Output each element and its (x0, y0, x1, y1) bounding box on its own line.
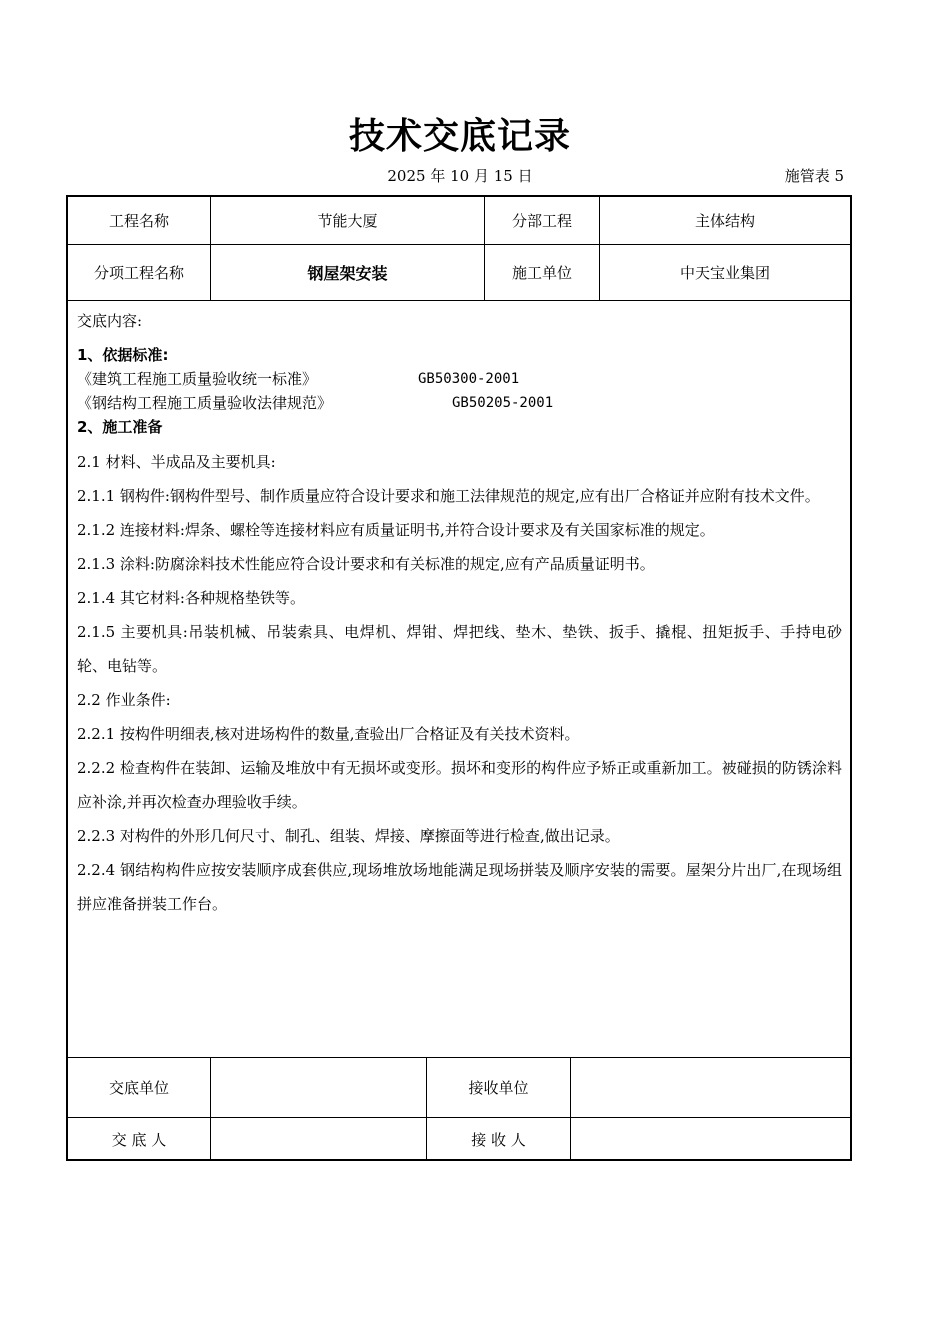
subitem-value: 钢屋架安装 (211, 245, 485, 300)
content-heading: 交底内容: (77, 312, 143, 330)
paragraph: 2.1 材料、半成品及主要机具: (77, 453, 276, 471)
standard-1-code: GB50300-2001 (418, 371, 520, 387)
issuer-unit-field[interactable] (211, 1058, 427, 1117)
issuer-label: 交 底 人 (68, 1118, 211, 1161)
paragraph: 2.1.5 主要机具:吊装机械、吊装索具、电焊机、焊钳、焊把线、垫木、垫铁、扳手、撬棍、扭矩扳手、手持电砂轮、电钻等。 (77, 623, 842, 675)
paragraph: 2.2 作业条件: (77, 691, 171, 709)
receiver-label: 接 收 人 (427, 1118, 571, 1161)
subitem-label: 分项工程名称 (68, 245, 211, 300)
signature-row-persons (68, 1118, 850, 1161)
info-row-1 (68, 197, 850, 245)
paragraph: 2.1.1 钢构件:钢构件型号、制作质量应符合设计要求和施工法律规范的规定,应有出厂合格证并应附有技术文件。 (77, 487, 820, 505)
issuer-field[interactable] (211, 1118, 427, 1161)
info-row-2 (68, 245, 850, 301)
record-date: 2025 年 10 月 15 日 (387, 167, 533, 185)
division-value: 主体结构 (694, 212, 755, 230)
paragraph: 2.1.4 其它材料:各种规格垫铁等。 (77, 589, 305, 607)
page-title: 技术交底记录 (348, 116, 571, 157)
record-table (66, 195, 852, 1161)
form-number: 施管表 5 (784, 167, 844, 185)
disclosure-content (68, 301, 850, 1057)
standard-1-name: 《建筑工程施工质量验收统一标准》 (77, 370, 318, 388)
contractor-value: 中天宝业集团 (679, 264, 770, 282)
receiver-unit-field[interactable] (571, 1058, 850, 1117)
paragraph: 2.2.1 按构件明细表,核对进场构件的数量,查验出厂合格证及有关技术资料。 (77, 725, 580, 743)
project-name-label: 工程名称 (68, 197, 211, 244)
standard-1 (77, 367, 842, 391)
standard-2-name: 《钢结构工程施工质量验收法律规范》 (77, 394, 333, 412)
section-standards: 1、依据标准: (77, 346, 169, 364)
paragraph: 2.1.2 连接材料:焊条、螺栓等连接材料应有质量证明书,并符合设计要求及有关国家标准的规定。 (77, 521, 715, 539)
contractor-label: 施工单位 (485, 245, 600, 300)
paragraph: 2.2.3 对构件的外形几何尺寸、制孔、组装、焊接、摩擦面等进行检查,做出记录。 (77, 827, 620, 845)
paragraph: 2.1.3 涂料:防腐涂料技术性能应符合设计要求和有关标准的规定,应有产品质量证明书。 (77, 555, 655, 573)
division-label: 分部工程 (485, 197, 600, 244)
issuer-unit-label: 交底单位 (68, 1058, 211, 1117)
receiver-field[interactable] (571, 1118, 850, 1161)
standard-2 (77, 391, 842, 415)
paragraph: 2.2.2 检查构件在装卸、运输及堆放中有无损坏或变形。损坏和变形的构件应予矫正或重新加工。被碰损的防锈涂料应补涂,并再次检查办理验收手续。 (77, 759, 842, 811)
signature-row-units (68, 1057, 850, 1118)
standard-2-code: GB50205-2001 (452, 395, 554, 411)
project-name-value: 节能大厦 (211, 197, 485, 244)
receiver-unit-label: 接收单位 (427, 1058, 571, 1117)
section-preparation: 2、施工准备 (77, 418, 163, 436)
paragraph: 2.2.4 钢结构构件应按安装顺序成套供应,现场堆放场地能满足现场拼装及顺序安装的需要。屋架分片出厂,在现场组拼应准备拼装工作台。 (77, 861, 842, 913)
